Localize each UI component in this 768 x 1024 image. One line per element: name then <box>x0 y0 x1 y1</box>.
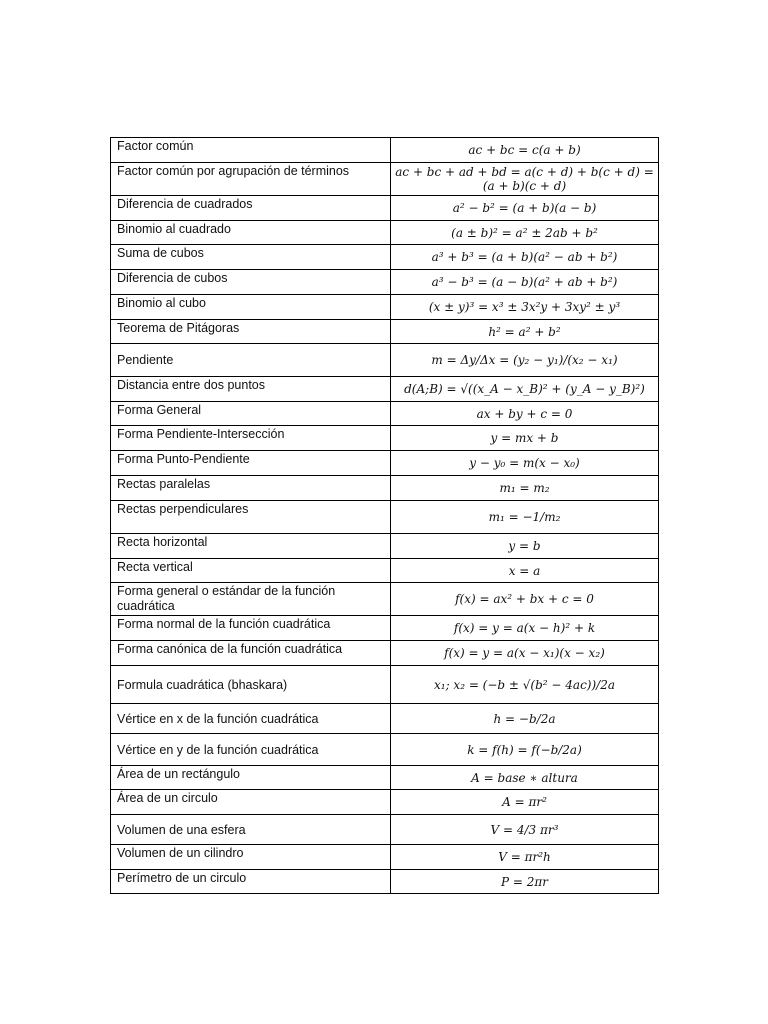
formula-expression <box>391 426 659 451</box>
table-row <box>111 163 659 196</box>
formula-expression <box>391 295 659 320</box>
table-row <box>111 845 659 870</box>
formula-text: a² − b² = (a + b)(a − b) <box>452 201 597 215</box>
table-row <box>111 426 659 451</box>
formula-text: x = a <box>508 563 541 578</box>
table-row <box>111 559 659 583</box>
formula-name: Teorema de Pitágoras <box>111 320 391 344</box>
formula-name: Distancia entre dos puntos <box>111 377 391 402</box>
formula-text: A = πr² <box>502 795 547 809</box>
formula-expression <box>391 870 659 894</box>
formula-text: m₁ = m₂ <box>499 481 550 495</box>
formula-name: Volumen de un cilindro <box>111 845 391 870</box>
formula-expression <box>391 451 659 476</box>
formula-text: m₁ = −1/m₂ <box>488 510 561 524</box>
formula-expression <box>391 616 659 641</box>
formula-name: Recta vertical <box>111 559 391 583</box>
table-row <box>111 245 659 270</box>
table-row <box>111 138 659 163</box>
table-row <box>111 870 659 894</box>
formula-name: Binomio al cuadrado <box>111 221 391 245</box>
formula-name: Diferencia de cubos <box>111 270 391 295</box>
formula-expression <box>391 815 659 845</box>
formula-text: (a ± b)² = a² ± 2ab + b² <box>451 225 598 240</box>
table-row <box>111 790 659 815</box>
table-row <box>111 534 659 559</box>
formula-text: P = 2πr <box>500 874 548 889</box>
formula-text: y = b <box>508 539 541 553</box>
formula-name: Forma General <box>111 402 391 426</box>
table-row <box>111 766 659 790</box>
table-row <box>111 641 659 666</box>
formula-name: Vértice en x de la función cuadrática <box>111 704 391 734</box>
formula-text: a³ − b³ = (a − b)(a² + ab + b²) <box>431 275 618 289</box>
formula-name: Recta horizontal <box>111 534 391 559</box>
table-row <box>111 377 659 402</box>
formula-name: Factor común por agrupación de términos <box>111 163 391 196</box>
table-row <box>111 583 659 616</box>
table-row <box>111 704 659 734</box>
formula-expression <box>391 476 659 501</box>
formula-expression <box>391 270 659 295</box>
formula-name: Área de un rectángulo <box>111 766 391 790</box>
formula-expression <box>391 583 659 616</box>
formula-expression <box>391 196 659 221</box>
table-row <box>111 320 659 344</box>
table-row <box>111 501 659 534</box>
table-row <box>111 221 659 245</box>
table-row <box>111 196 659 221</box>
formula-expression <box>391 766 659 790</box>
table-row <box>111 344 659 377</box>
formula-name: Perímetro de un circulo <box>111 870 391 894</box>
formula-text: V = πr²h <box>498 850 551 864</box>
formula-text: x₁; x₂ = (−b ± √(b² − 4ac))/2a <box>433 677 615 692</box>
formula-name: Forma Pendiente-Intersección <box>111 426 391 451</box>
formula-name: Área de un circulo <box>111 790 391 815</box>
formula-expression <box>391 344 659 377</box>
table-row <box>111 270 659 295</box>
formula-text: a³ + b³ = (a + b)(a² − ab + b²) <box>431 250 618 264</box>
formula-name: Rectas perpendiculares <box>111 501 391 534</box>
formula-name: Forma normal de la función cuadrática <box>111 616 391 641</box>
table-row <box>111 295 659 320</box>
formula-expression <box>391 402 659 426</box>
formula-expression <box>391 559 659 583</box>
formula-name: Binomio al cubo <box>111 295 391 320</box>
formula-expression <box>391 845 659 870</box>
formula-text: y = mx + b <box>490 431 559 445</box>
formula-text: y − y₀ = m(x − x₀) <box>469 456 580 470</box>
formula-expression <box>391 320 659 344</box>
formula-name: Forma canónica de la función cuadrática <box>111 641 391 666</box>
table-row <box>111 734 659 766</box>
formula-expression <box>391 790 659 815</box>
formula-text: h² = a² + b² <box>488 324 561 339</box>
formula-expression <box>391 221 659 245</box>
formula-text: ax + by + c = 0 <box>476 406 573 421</box>
formula-name: Factor común <box>111 138 391 163</box>
formula-text: A = base ∗ altura <box>471 770 578 785</box>
formula-expression <box>391 138 659 163</box>
formula-text: h = −b/2a <box>493 711 556 726</box>
table-row <box>111 476 659 501</box>
formula-name: Diferencia de cuadrados <box>111 196 391 221</box>
table-row <box>111 451 659 476</box>
formula-name: Forma Punto-Pendiente <box>111 451 391 476</box>
formula-expression <box>391 163 659 196</box>
formula-text: f(x) = y = a(x − h)² + k <box>453 621 596 635</box>
formula-text: ac + bc = c(a + b) <box>468 143 581 157</box>
formula-text: V = 4/3 πr³ <box>490 822 559 837</box>
formula-name: Rectas paralelas <box>111 476 391 501</box>
formula-text: (x ± y)³ = x³ ± 3x²y + 3xy² ± y³ <box>428 300 621 314</box>
formula-name: Vértice en y de la función cuadrática <box>111 734 391 766</box>
formula-name: Pendiente <box>111 344 391 377</box>
table-row <box>111 402 659 426</box>
table-row <box>111 815 659 845</box>
formula-name: Forma general o estándar de la función cuadrática <box>111 583 391 616</box>
formula-name: Volumen de una esfera <box>111 815 391 845</box>
formula-name: Suma de cubos <box>111 245 391 270</box>
formula-text: m = Δy/Δx = (y₂ − y₁)/(x₂ − x₁) <box>431 353 618 367</box>
formula-table <box>110 137 659 894</box>
formula-expression <box>391 641 659 666</box>
formula-expression <box>391 245 659 270</box>
table-row <box>111 666 659 704</box>
formula-expression <box>391 734 659 766</box>
formula-expression <box>391 501 659 534</box>
formula-name: Formula cuadrática (bhaskara) <box>111 666 391 704</box>
formula-text: k = f(h) = f(−b/2a) <box>467 742 582 757</box>
formula-expression <box>391 704 659 734</box>
formula-expression <box>391 377 659 402</box>
formula-text: f(x) = ax² + bx + c = 0 <box>455 592 594 606</box>
formula-expression <box>391 666 659 704</box>
table-row <box>111 616 659 641</box>
formula-text: f(x) = y = a(x − x₁)(x − x₂) <box>444 646 605 660</box>
formula-text: d(A;B) = √((x_A − x_B)² + (y_A − y_B)²) <box>404 382 645 396</box>
formula-expression <box>391 534 659 559</box>
formula-text: ac + bc + ad + bd = a(c + d) + b(c + d) = (a + b)(c + d) <box>395 165 654 193</box>
